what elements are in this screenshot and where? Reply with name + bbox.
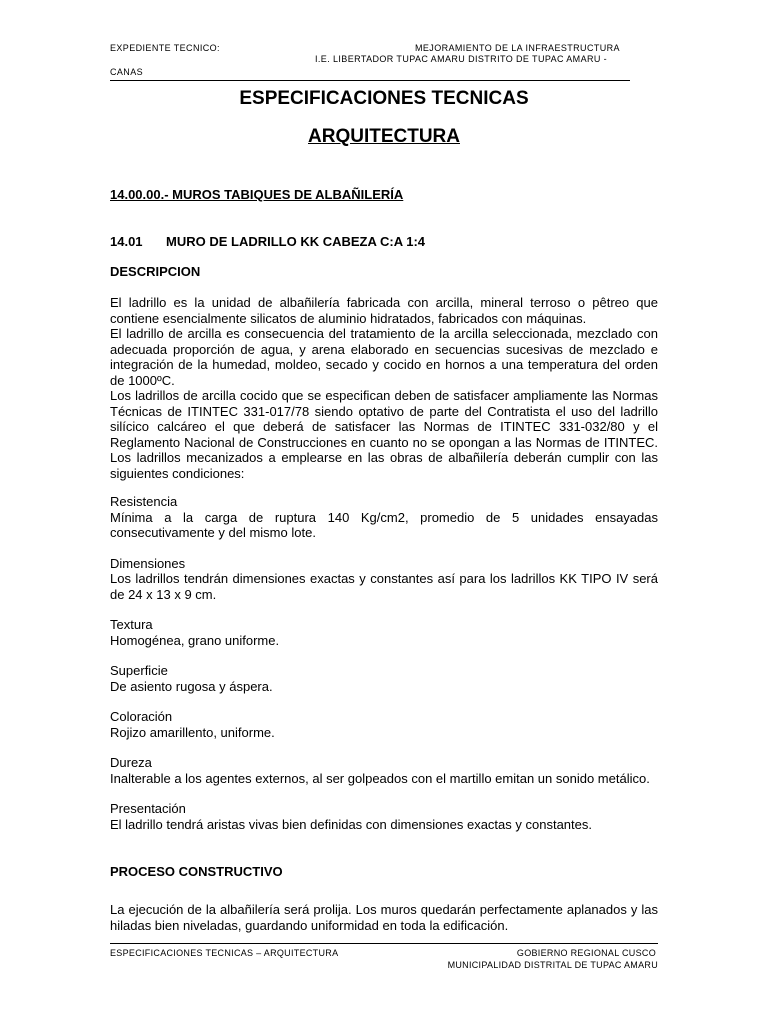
header-divider	[110, 80, 630, 81]
proceso-heading: PROCESO CONSTRUCTIVO	[110, 864, 283, 879]
section-heading-muros: 14.00.00.- MUROS TABIQUES DE ALBAÑILERÍA	[110, 187, 404, 202]
properties-list	[110, 494, 658, 847]
property-name: Resistencia	[110, 494, 178, 509]
proceso-body	[110, 902, 658, 933]
property-name: Dureza	[110, 755, 152, 770]
property-text: Rojizo amarillento, uniforme.	[110, 724, 275, 740]
property-text: El ladrillo tendrá aristas vivas bien definidas con dimensiones exactas y constantes.	[110, 816, 592, 832]
property-name: Dimensiones	[110, 555, 186, 571]
property-item	[110, 755, 658, 786]
header-expediente-label: EXPEDIENTE TECNICO:	[110, 43, 220, 53]
property-text: Inalterable a los agentes externos, al ser golpeados con el martillo emitan un sonido metálico.	[110, 770, 650, 786]
property-text: Los ladrillos tendrán dimensiones exactas y constantes así para los ladrillos KK TIPO IV será de 24 x 13 x 9 cm.	[110, 571, 658, 602]
subsection-heading-14-01	[110, 234, 425, 249]
subsection-number: 14.01	[110, 234, 143, 249]
paragraph: El ladrillo de arcilla es consecuencia del tratamiento de la arcilla seleccionada, mezclado con adecuada proporción de agua, y arena elaborado en secuencias sucesivas de mezclado e integración de la humedad, moldeo, secado y cocido en hornos a una temperatura del orden de 1000ºC.	[110, 326, 658, 388]
descripcion-heading: DESCRIPCION	[110, 264, 201, 279]
paragraph: La ejecución de la albañilería será prolija. Los muros quedarán perfectamente aplanados y las hiladas bien niveladas, guardando uniformidad en toda la edificación.	[110, 902, 658, 933]
property-name: Textura	[110, 617, 153, 632]
footer-org-line1: GOBIERNO REGIONAL CUSCO	[516, 948, 656, 958]
property-name: Presentación	[110, 801, 186, 816]
footer-divider	[110, 943, 658, 944]
footer-org-line2: MUNICIPALIDAD DISTRITAL DE TUPAC AMARU	[447, 960, 658, 970]
header-project-line3: CANAS	[110, 67, 144, 77]
paragraph: El ladrillo es la unidad de albañilería fabricada con arcilla, mineral terroso o pêtreo que contiene esencialmente silicatos de aluminio hidratados, fabricados con máquinas.	[110, 295, 658, 326]
subsection-title: MURO DE LADRILLO KK CABEZA C:A 1:4	[166, 234, 426, 249]
property-name: Superficie	[110, 663, 168, 678]
property-text: Mínima a la carga de ruptura 140 Kg/cm2, promedio de 5 unidades ensayadas consecutivamente y del mismo lote.	[110, 509, 658, 540]
property-text: De asiento rugosa y áspera.	[110, 678, 273, 694]
footer-document-label: ESPECIFICACIONES TECNICAS – ARQUITECTURA	[110, 948, 339, 958]
header-project-line2: I.E. LIBERTADOR TUPAC AMARU DISTRITO DE TUPAC AMARU -	[315, 54, 608, 64]
property-item	[110, 663, 658, 694]
paragraph: Los ladrillos de arcilla cocido que se especifican deben de satisfacer ampliamente las Normas Técnicas de ITINTEC 331-017/78 siendo optativo de parte del Contratista el uso del ladrillo silícico calcáreo el que deberá de satisfacer las Normas de ITINTEC 331-032/80 y el Reglamento Nacional de Construcciones en cuanto no se opongan a las Normas de ITINTEC. Los ladrillos mecanizados a emplearse en las obras de albañilería deberán cumplir con las siguientes condiciones:	[110, 388, 658, 481]
property-item	[110, 801, 658, 832]
property-name: Coloración	[110, 709, 173, 724]
property-item	[110, 494, 658, 541]
property-item	[110, 709, 658, 740]
document-title: ESPECIFICACIONES TECNICAS	[239, 88, 529, 109]
property-item	[110, 556, 658, 603]
property-text: Homogénea, grano uniforme.	[110, 632, 280, 648]
header-project-line1: MEJORAMIENTO DE LA INFRAESTRUCTURA	[415, 43, 620, 53]
descripcion-body	[110, 295, 658, 481]
property-item	[110, 617, 658, 648]
document-subtitle: ARQUITECTURA	[308, 126, 460, 147]
